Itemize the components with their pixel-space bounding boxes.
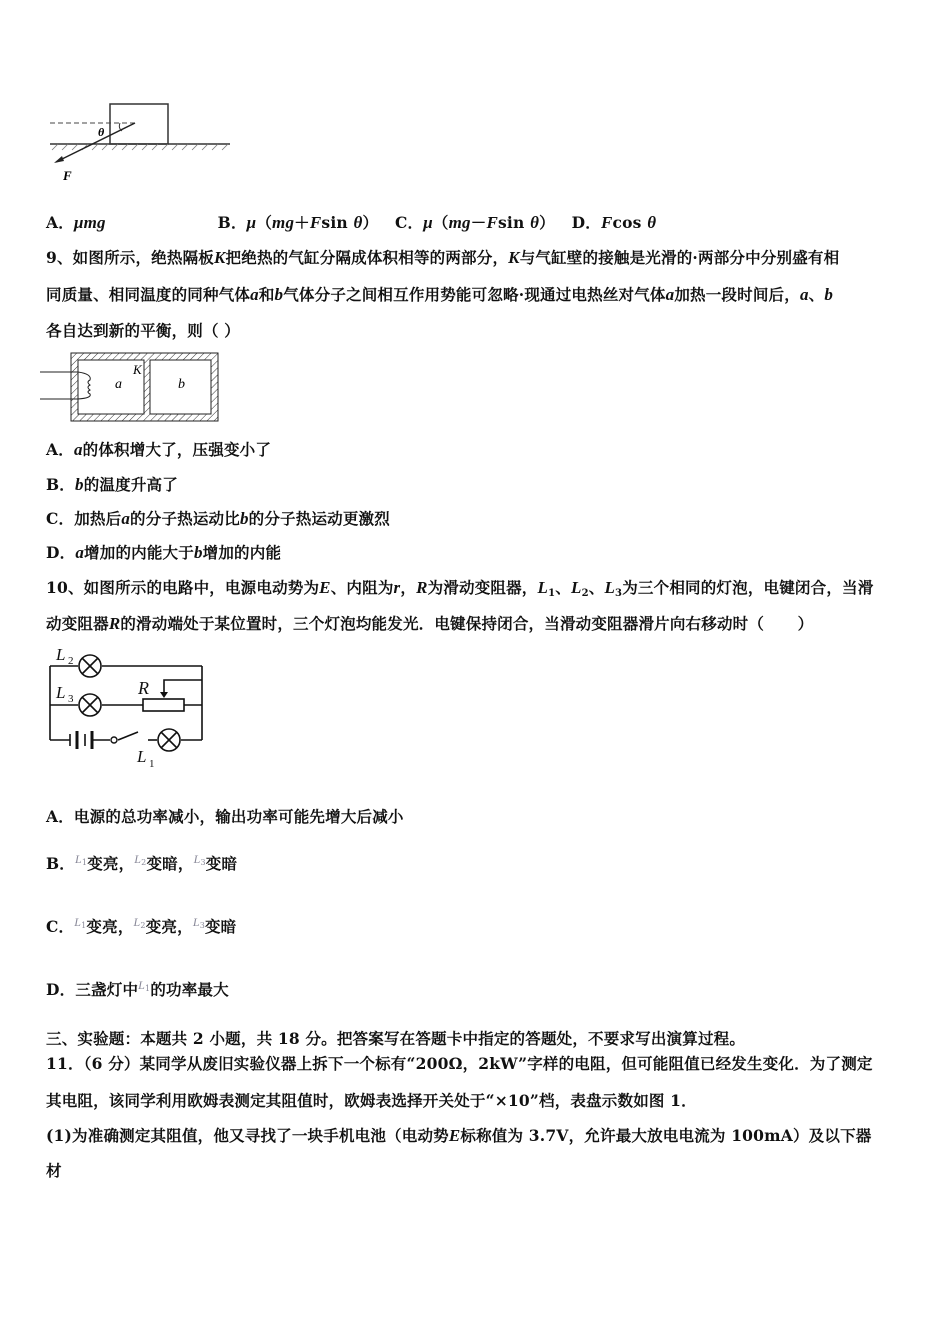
text-segment: （ (432, 213, 449, 232)
text-line (46, 978, 229, 1000)
math-variable: b (75, 475, 84, 494)
formula-image: L (192, 915, 200, 929)
lamp-l2-sub: 2 (68, 655, 74, 667)
text-segment: 、内阻为 (330, 578, 394, 597)
lamp-l3-label: L (56, 683, 66, 702)
math-variable: L (604, 578, 616, 597)
math-variable: a (799, 285, 809, 304)
math-variable: a (250, 285, 259, 304)
gas-b-label: b (178, 377, 185, 392)
text-segment: 三、实验题：本题共 2 小题，共 18 分。把答案写在答题卡中指定的答题处，不要求写出演算过程。 (46, 1029, 746, 1048)
text-segment: ） D． (539, 213, 601, 232)
text-segment: 动变阻器 (46, 614, 109, 633)
rheostat-r-label: R (138, 678, 149, 698)
text-segment: B． (46, 475, 76, 494)
math-variable: r (393, 578, 401, 597)
text-line (46, 541, 281, 563)
math-variable: L (537, 578, 549, 597)
text-line (46, 507, 390, 529)
math-variable: μ (246, 213, 257, 232)
text-segment: C． (46, 917, 75, 936)
text-segment: 的温度升高了 (83, 475, 178, 494)
math-variable: θ (353, 213, 363, 232)
gas-a-label: a (115, 377, 122, 392)
math-variable: b (193, 543, 203, 562)
formula-image: 2 (140, 921, 146, 930)
figure-circuit (40, 640, 220, 770)
formula-image: 3 (200, 858, 206, 867)
text-segment: 的分子热运动比 (130, 509, 240, 528)
subscript: 2 (581, 588, 589, 599)
math-variable: a (665, 285, 675, 304)
math-variable: a (121, 509, 131, 528)
text-segment: sin (497, 213, 531, 232)
math-variable: μmg (73, 213, 106, 232)
text-segment: （ (256, 213, 273, 232)
math-variable: F (309, 213, 322, 232)
formula-image: 1 (81, 921, 87, 930)
math-variable: F (600, 213, 613, 232)
text-segment: 标称值为 3.7V，允许最大放电电流为 100mA）及以下器 (460, 1126, 872, 1145)
formula-image: L (134, 852, 142, 866)
text-segment: 增加的内能 (202, 543, 282, 562)
text-segment: － (470, 213, 487, 232)
text-line (46, 319, 240, 341)
text-segment: D． (46, 543, 76, 562)
math-variable: mg (272, 213, 295, 232)
math-variable: F (486, 213, 498, 232)
text-segment: 的分子热运动更激烈 (248, 509, 390, 528)
text-segment: 的体积增大了，压强变小了 (82, 440, 272, 459)
text-segment: 的滑动端处于某位置时，三个灯泡均能发光．电键保持闭合，当滑动变阻器滑片向右移动时（ ） (120, 614, 814, 633)
text-segment: B． (105, 213, 247, 232)
math-variable: b (239, 509, 249, 528)
math-variable: a (75, 543, 85, 562)
text-segment: 10、如图所示的电路中，电源电动势为 (46, 578, 320, 597)
text-segment: 为滑动变阻器， (427, 578, 538, 597)
text-segment: 变亮， (87, 854, 135, 873)
text-segment: ＋ (294, 213, 310, 232)
text-segment: 、 (555, 578, 571, 597)
subscript: 1 (548, 588, 556, 599)
figure-cylinder (40, 340, 230, 430)
subscript: 3 (615, 588, 623, 599)
math-variable: b (824, 285, 834, 304)
text-line (46, 576, 873, 599)
lamp-l3-sub: 3 (68, 693, 74, 705)
text-segment: 材 (46, 1161, 62, 1180)
math-variable: mg (448, 213, 471, 232)
partition-k-label: K (133, 362, 142, 377)
text-line (46, 1089, 697, 1111)
math-variable: L (570, 578, 582, 597)
text-segment: 9、如图所示，绝热隔板 (46, 248, 214, 267)
text-segment: 变暗 (205, 854, 238, 873)
math-variable: R (108, 614, 121, 633)
formula-image: 1 (81, 858, 88, 867)
text-line (46, 612, 813, 634)
text-line (46, 211, 656, 233)
formula-image: L (75, 852, 82, 866)
text-segment: 的功率最大 (150, 980, 229, 999)
text-segment: (1)为准确测定其阻值，他又寻找了一块手机电池（电动势 (46, 1126, 449, 1145)
math-variable: E (448, 1126, 461, 1145)
text-line (46, 805, 404, 827)
math-variable: R (416, 578, 428, 597)
text-line (46, 246, 839, 268)
text-segment: 、 (588, 578, 605, 597)
text-segment: 变暗， (146, 854, 194, 873)
math-variable: θ (530, 213, 540, 232)
text-line (46, 915, 236, 937)
text-segment: 与气缸壁的接触是光滑的·两部分中分别盛有相 (519, 248, 840, 267)
math-variable: b (274, 285, 284, 304)
text-segment: 变亮， (86, 917, 134, 936)
formula-image: L (138, 978, 146, 992)
text-segment: 其电阻，该同学利用欧姆表测定其阻值时，欧姆表选择开关处于“×10”档，表盘示数如图 1． (46, 1091, 697, 1110)
text-segment: 各自达到新的平衡，则（ ） (46, 321, 240, 340)
text-line (46, 473, 178, 495)
math-variable: a (73, 440, 83, 459)
text-segment: A． (46, 440, 74, 459)
text-segment: 增加的内能大于 (84, 543, 194, 562)
angle-label: θ (98, 125, 105, 139)
text-segment: 变暗 (204, 917, 237, 936)
math-variable: K (214, 248, 226, 267)
formula-image: 3 (199, 921, 205, 930)
text-segment: sin (321, 213, 354, 232)
figure-block-on-surface (40, 90, 240, 190)
text-segment: A．电源的总功率减小，输出功率可能先增大后减小 (46, 807, 404, 826)
text-segment: 气体分子之间相互作用势能可忽略·现通过电热丝对气体 (283, 285, 666, 304)
lamp-l1-sub: 1 (149, 758, 155, 770)
text-segment: 和 (258, 285, 275, 304)
formula-image: L (193, 852, 201, 866)
lamp-l2-label: L (56, 645, 66, 664)
text-segment: 11．（6 分）某同学从废旧实验仪器上拆下一个标有“200Ω，2kW”字样的电阻，但可能阻值已经发生变化．为了测定 (46, 1054, 873, 1073)
formula-image: 1 (145, 984, 151, 993)
math-variable: K (508, 248, 520, 267)
text-line (46, 852, 237, 874)
text-line (46, 1052, 873, 1074)
text-segment: D．三盏灯中 (46, 980, 139, 999)
text-segment: 变亮， (145, 917, 193, 936)
formula-image: L (133, 915, 141, 929)
text-segment: B． (46, 854, 76, 873)
text-segment: A． (46, 213, 74, 232)
text-segment: 、 (808, 285, 825, 304)
text-segment: 同质量、相同温度的同种气体 (46, 285, 251, 304)
math-variable: θ (647, 213, 657, 232)
text-line (46, 1159, 62, 1181)
lamp-l1-label: L (137, 747, 147, 766)
force-label: F (63, 168, 72, 183)
formula-image: L (74, 915, 82, 929)
math-variable: μ (423, 213, 433, 232)
formula-image: 2 (141, 858, 147, 867)
text-segment: C．加热后 (46, 509, 122, 528)
text-segment: 为三个相同的灯泡，电键闭合，当滑 (622, 578, 874, 597)
text-segment: 把绝热的气缸分隔成体积相等的两部分， (225, 248, 509, 267)
text-segment: 加热一段时间后， (674, 285, 800, 304)
text-segment: ） C． (362, 213, 424, 232)
text-line (46, 1027, 745, 1049)
text-segment: ， (400, 578, 417, 597)
math-variable: E (319, 578, 331, 597)
text-line (46, 283, 833, 305)
text-line (46, 1124, 871, 1146)
text-segment: cos (612, 213, 648, 232)
text-line (46, 438, 271, 460)
